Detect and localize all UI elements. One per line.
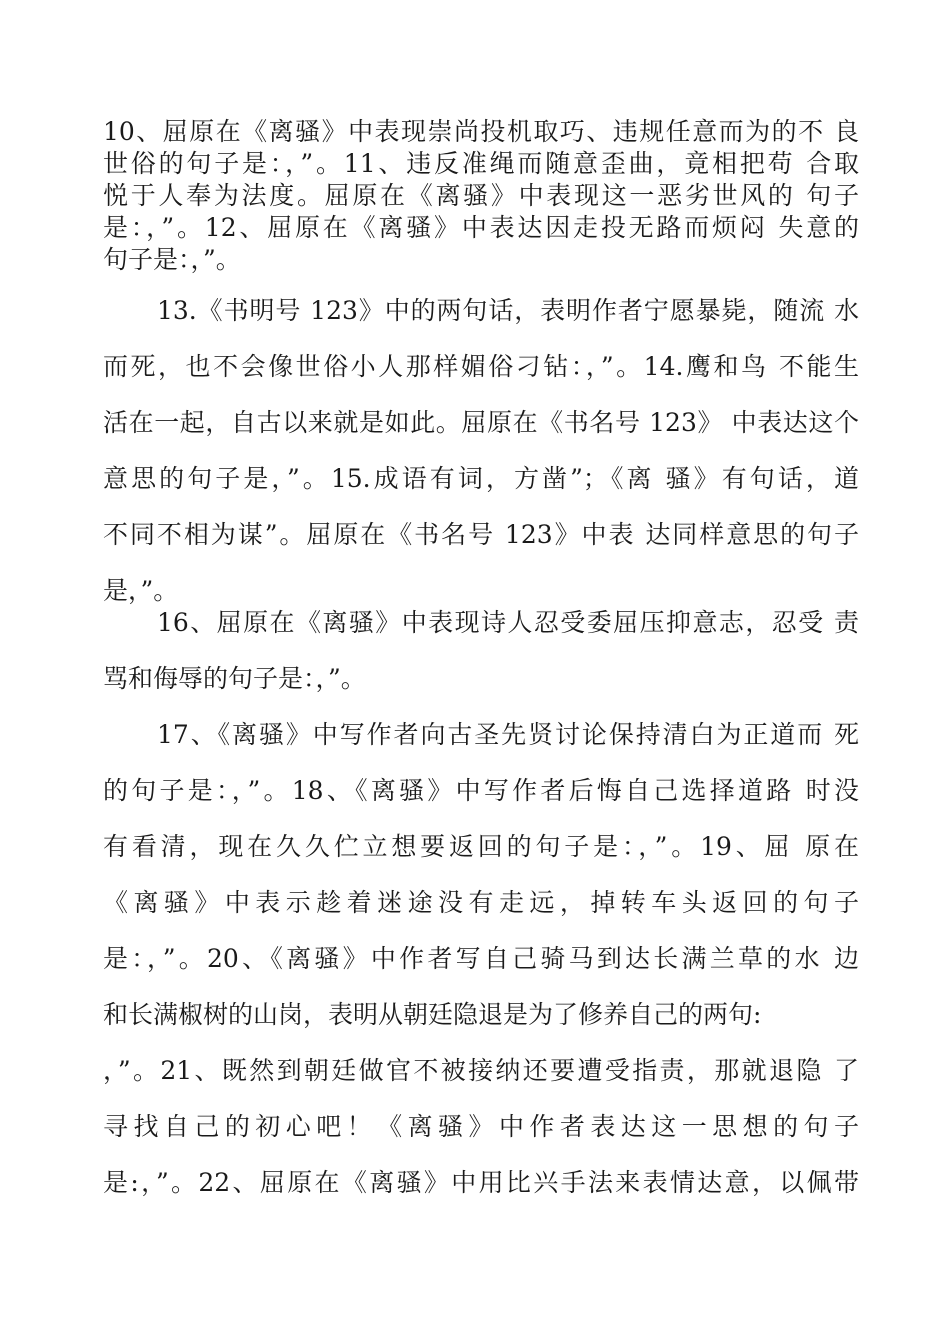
paragraph-17-22 (103, 707, 859, 1211)
text-line: 是:，”。22、屈原在《离骚》中用比兴手法来表情达意，以佩带 (103, 1168, 859, 1197)
text-line: 和长满椒树的山岗，表明从朝廷隐退是为了修养自己的两句: (103, 1000, 762, 1029)
text-line: 17、《离骚》中写作者向古圣先贤讨论保持清白为正道而 死 (157, 720, 859, 749)
text-line: 有看清，现在久久伫立想要返回的句子是：，”。19、屈 原在 (103, 832, 859, 861)
text-line: 是：，”。20、《离骚》中作者写自己骑马到达长满兰草的水 边 (103, 944, 859, 973)
text-line: 句子是：，”。 (103, 245, 241, 274)
text-line: 13.《书明号 123》中的两句话，表明作者宁愿暴毙，随流 水 (157, 296, 859, 325)
text-line: 10、屈原在《离骚》中表现崇尚投机取巧、违规任意而为的不 良 (103, 117, 859, 146)
text-line: 活在一起，自古以来就是如此。屈原在《书名号 123》 中表达这个 (103, 408, 859, 437)
text-line: 骂和侮辱的句子是：，”。 (103, 664, 366, 693)
text-line: ，”。21、既然到朝廷做官不被接纳还要遭受指责，那就退隐 了 (103, 1056, 859, 1085)
text-line: 是：，”。12、屈原在《离骚》中表达因走投无路而烦闷 失意的 (103, 213, 859, 242)
text-line: 悦于人奉为法度。屈原在《离骚》中表现这一恶劣世风的 句子 (103, 181, 859, 210)
text-line: 而死，也不会像世俗小人那样媚俗刁钻：，”。14.鹰和鸟 不能生 (103, 352, 859, 381)
paragraph-10-12 (103, 116, 859, 276)
text-line: 世俗的句子是：，”。11、违反准绳而随意歪曲，竟相把苟 合取 (103, 149, 859, 178)
text-line: 16、屈原在《离骚》中表现诗人忍受委屈压抑意志，忍受 责 (157, 608, 859, 637)
text-line: 是，”。 (103, 576, 179, 605)
text-line: 意思的句子是，”。15.成语有词，方凿”；《离 骚》有句话，道 (103, 464, 859, 493)
paragraph-16 (103, 595, 859, 707)
text-line: 《离骚》中表示趁着迷途没有走远，掉转车头返回的句子 (103, 888, 859, 917)
text-line: 寻找自己的初心吧！《离骚》中作者表达这一思想的句子 (103, 1112, 859, 1141)
paragraph-13-15 (103, 283, 859, 619)
text-line: 的句子是：，”。18、《离骚》中写作者后悔自己选择道路 时没 (103, 776, 859, 805)
text-line: 不同不相为谋”。屈原在《书名号 123》中表 达同样意思的句子 (103, 520, 859, 549)
